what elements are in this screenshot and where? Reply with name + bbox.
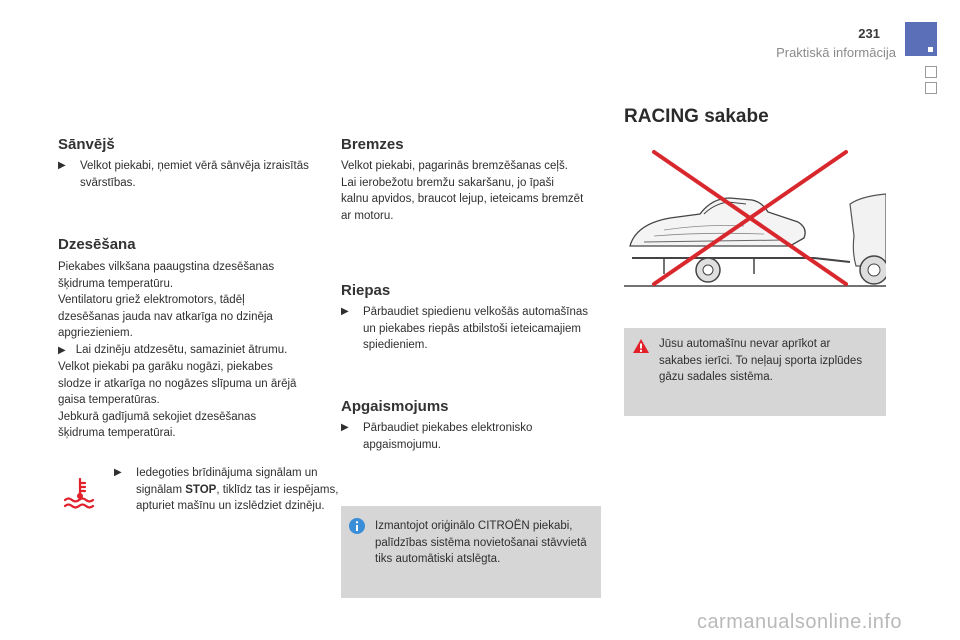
text-line: apgriezieniem. [58,327,133,339]
text-line: Piekabes vilkšana paaugstina dzesēšanas [58,261,275,273]
text-line: Velkot piekabi, pagarinās bremzēšanas ceļš. [341,160,568,172]
warning-stop-bullet [114,465,341,515]
text-line: dzesēšanas jauda nav atkarīga no dzinēja [58,310,273,323]
text-line: kalnu apvidos, braucot lejup, ieteicams bremzēt [341,193,584,205]
bullet-arrow-icon: ▶ [114,467,122,478]
page-number: 231 [858,26,880,41]
info-note-text: Izmantojot oriģinālo CITROËN piekabi, palīdzības sistēma novietošanai stāvvietā tiks automātiski atslēgta. [375,520,587,565]
bullet-apgaismojums [341,420,583,453]
bremzes-text [341,158,606,224]
bullet-arrow-icon: ▶ [58,160,66,171]
text-line: Ventilatoru griež elektromotors, tādēļ [58,294,245,306]
text-line: slodze ir atkarīga no nogāzes slīpuma un ārējā [58,377,297,390]
info-icon [349,518,365,534]
heading-sanvejs: Sānvējš [58,136,115,153]
text-line: Velkot piekabi pa garāku nogāzi, piekabes [58,361,273,373]
bullet-text: Pārbaudiet spiedienu velkošās automašīnas un piekabes riepās atbilstoši ieteicamajiem spiedieniem. [363,306,589,351]
chapter-tab [905,22,937,56]
heading-apgaismojums: Apgaismojums [341,398,449,415]
bullet-text-part1: Iedegoties brīdinājuma signālam un signālam [136,467,318,496]
section-title: Praktiskā informācija [776,45,896,60]
bullet-text: Velkot piekabi, ņemiet vērā sānvēja izraisītās svārstības. [80,160,309,189]
text-line-bulleted [58,342,323,360]
bullet-arrow-icon: ▶ [341,422,349,433]
text-line: šķidruma temperatūrai. [58,427,176,439]
bullet-text-part2: , tiklīdz tas ir iespējams, apturiet mašīnu un izslēdziet dzinēju. [136,483,339,512]
chapter-marker-2 [925,82,937,94]
chapter-marker-1 [925,66,937,78]
text-line: ar motoru. [341,209,394,222]
text-line: gaisa temperatūras. [58,394,160,406]
heading-bremzes: Bremzes [341,136,404,153]
heading-riepas: Riepas [341,282,391,299]
text-line: šķidruma temperatūru. [58,277,174,290]
warning-note-text: Jūsu automašīnu nevar aprīkot ar sakabes ierīci. To neļauj sporta izplūdes gāzu sadales sistēma. [659,338,863,383]
warning-icon [632,338,650,354]
bullet-arrow-icon: ▶ [341,306,349,317]
bullet-riepas [341,304,603,354]
heading-dzesesana: Dzesēšana [58,236,136,253]
dzesesana-text [58,259,323,442]
coolant-temperature-icon [62,476,98,510]
watermark: carmanualsonline.info [696,611,902,633]
text-line: Jebkurā gadījumā sekojiet dzesēšanas [58,410,257,423]
stop-label: STOP [185,483,217,496]
bullet-arrow-icon: ▶ [58,344,66,356]
text-line: Lai dzinēju atdzesētu, samaziniet ātrumu. [75,343,288,356]
jet-ski-trailer-crossed-icon [624,146,886,292]
heading-racing-sakabe: RACING sakabe [624,106,769,127]
text-line: Lai ierobežotu bremžu sakaršanu, jo īpaši [341,176,554,189]
bullet-text: Pārbaudiet piekabes elektronisko apgaismojumu. [363,422,533,451]
bullet-sanvejs [58,158,310,191]
info-note [341,506,601,598]
warning-note [624,328,886,416]
